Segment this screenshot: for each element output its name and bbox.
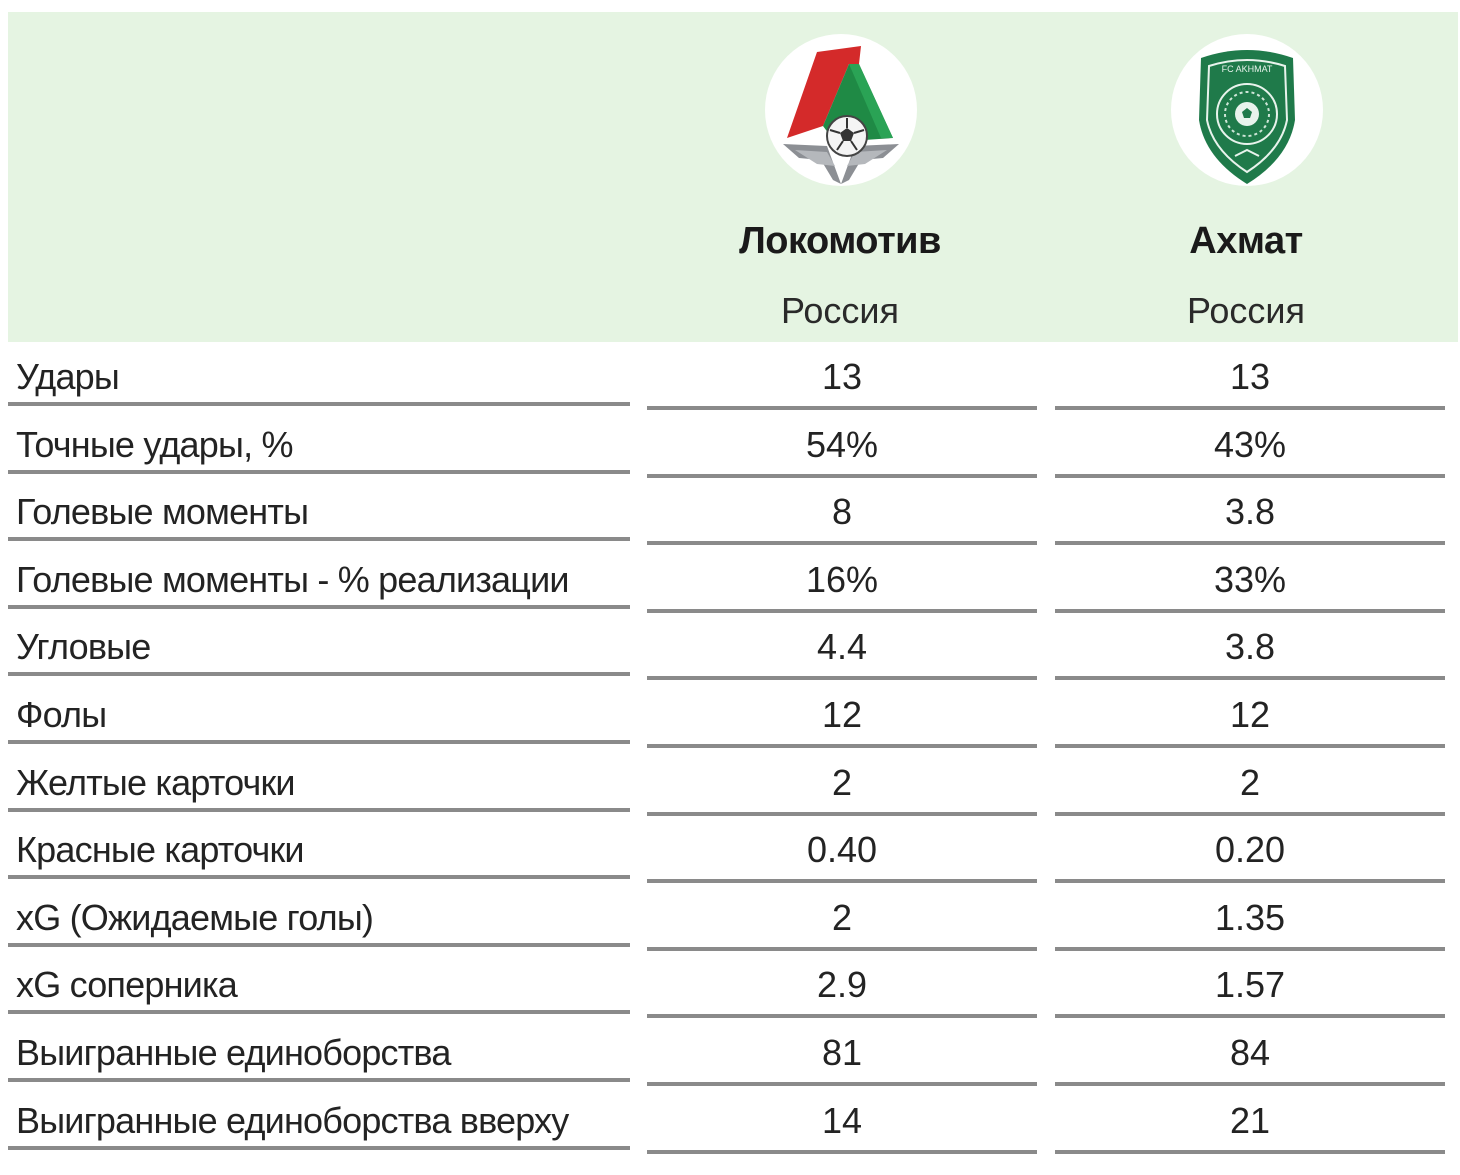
stat-label: Выигранные единоборства (8, 1020, 630, 1082)
stat-value-home: 13 (647, 344, 1037, 410)
comparison-header (8, 12, 1458, 342)
stat-label: Фолы (8, 682, 630, 744)
stat-value-home: 2.9 (647, 952, 1037, 1018)
stat-value-home: 14 (647, 1088, 1037, 1154)
table-row (8, 547, 1458, 615)
table-row (8, 682, 1458, 750)
stat-label: Голевые моменты - % реализации (8, 547, 630, 609)
stat-label: xG (Ожидаемые голы) (8, 885, 630, 947)
stat-value-away: 1.57 (1055, 952, 1445, 1018)
table-row (8, 1088, 1458, 1156)
stat-value-away: 21 (1055, 1088, 1445, 1154)
stat-value-away: 12 (1055, 682, 1445, 748)
stat-label: Красные карточки (8, 817, 630, 879)
stat-label: Желтые карточки (8, 750, 630, 812)
stat-value-home: 12 (647, 682, 1037, 748)
team-away (1096, 12, 1396, 342)
stat-value-away: 43% (1055, 412, 1445, 478)
stat-value-home: 8 (647, 479, 1037, 545)
stat-value-home: 0.40 (647, 817, 1037, 883)
stat-value-away: 1.35 (1055, 885, 1445, 951)
stat-value-home: 54% (647, 412, 1037, 478)
lokomotiv-crest-icon (765, 34, 917, 186)
table-row (8, 885, 1458, 953)
stat-value-away: 3.8 (1055, 479, 1445, 545)
stat-label: Угловые (8, 614, 630, 676)
table-row (8, 817, 1458, 885)
stat-value-away: 2 (1055, 750, 1445, 816)
table-row (8, 344, 1458, 412)
stat-value-home: 4.4 (647, 614, 1037, 680)
table-row (8, 479, 1458, 547)
table-row (8, 750, 1458, 818)
team-home (690, 12, 990, 342)
stat-value-away: 3.8 (1055, 614, 1445, 680)
team-name: Локомотив (739, 220, 941, 262)
team-country: Россия (780, 290, 900, 331)
team-name: Ахмат (1189, 220, 1303, 262)
stat-value-home: 16% (647, 547, 1037, 613)
stat-label: Выигранные единоборства вверху (8, 1088, 630, 1150)
stat-value-home: 2 (647, 750, 1037, 816)
stat-label: Точные удары, % (8, 412, 630, 474)
team-country: Россия (1186, 290, 1306, 331)
table-row (8, 952, 1458, 1020)
stat-value-away: 33% (1055, 547, 1445, 613)
stats-table (8, 344, 1458, 1155)
stat-value-home: 81 (647, 1020, 1037, 1086)
akhmat-crest-text: FC AKHMAT (1221, 64, 1273, 74)
table-row (8, 1020, 1458, 1088)
stat-label: xG соперника (8, 952, 630, 1014)
table-row (8, 412, 1458, 480)
stat-value-away: 0.20 (1055, 817, 1445, 883)
table-row (8, 614, 1458, 682)
akhmat-crest-icon (1171, 34, 1323, 186)
stat-value-away: 84 (1055, 1020, 1445, 1086)
stat-value-home: 2 (647, 885, 1037, 951)
stat-value-away: 13 (1055, 344, 1445, 410)
stat-label: Удары (8, 344, 630, 406)
stat-label: Голевые моменты (8, 479, 630, 541)
